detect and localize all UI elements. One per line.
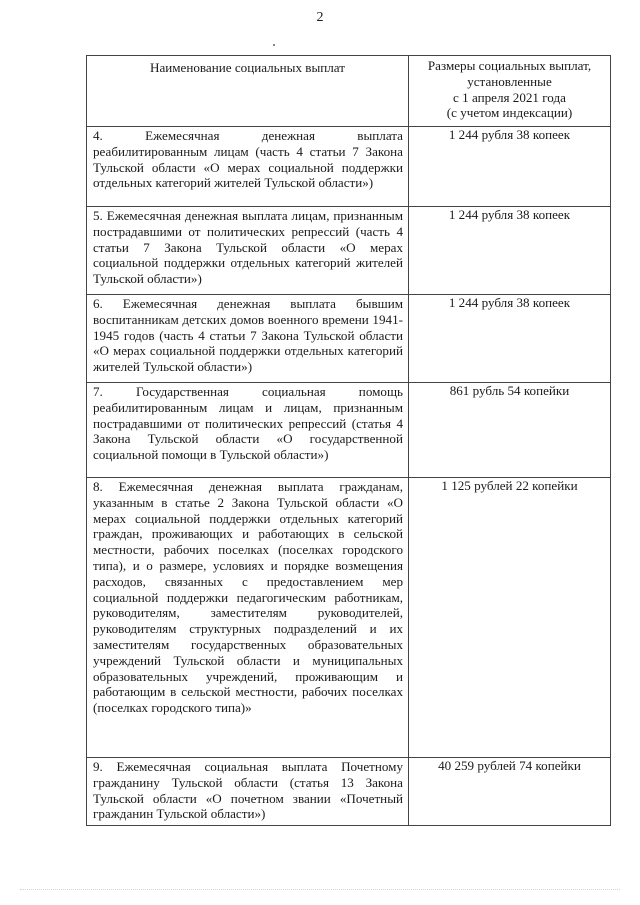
header-amount-line: установленные [467, 73, 552, 89]
scan-noise-line [20, 889, 620, 891]
table-header-row [87, 56, 611, 127]
social-payments-table [86, 55, 611, 826]
header-amount-line: с 1 апреля 2021 года [453, 89, 566, 105]
payment-amount: 1 244 рубля 38 копеек [409, 127, 611, 207]
payment-description: 8. Ежемесячная денежная выплата гражданам, указанным в статье 2 Закона Тульской области «О мерах социальной поддержки отдельных категорий граждан, проживающих и работающих в сельской местности, рабочих поселках (поселках городского типа), и о размере, условиях и порядке возмещения расходов, связанных с предоставлением мер социальной поддержки педагогическим работникам, руководителям, заместителям руководителей, руководителям структурных подразделений и их заместителям государственных образовательных учреждений Тульской области и муниципальных образовательных учреждений, проживающим и работающим в сельской местности, рабочих поселках (поселках городского типа)» [87, 478, 409, 758]
payment-description: 7. Государственная социальная помощь реабилитированным лицам и лицам, признанным пострадавшими от политических репрессий (статья 4 Закона Тульской области «О государственной социальной помощи в Тульской области») [87, 383, 409, 478]
page-number: 2 [316, 10, 324, 25]
payment-amount: 861 рубль 54 копейки [409, 383, 611, 478]
header-amount-line: Размеры социальных выплат, [427, 58, 592, 73]
payment-amount: 1 244 рубля 38 копеек [409, 207, 611, 295]
payment-description: 9. Ежемесячная социальная выплата Почетному гражданину Тульской области (статья 13 Закона Тульской области «О почетном звании «Почетный гражданин Тульской области») [87, 758, 409, 826]
payment-description: 5. Ежемесячная денежная выплата лицам, признанным пострадавшими от политических репрессий (часть 4 статьи 7 Закона Тульской области «О мерах социальной поддержки отдельных категорий жителей Тульской области») [87, 207, 409, 295]
table-row [87, 758, 611, 826]
payment-amount: 40 259 рублей 74 копейки [409, 758, 611, 826]
table-row [87, 295, 611, 383]
table-row [87, 207, 611, 295]
header-amount-line: (с учетом индексации) [446, 105, 573, 121]
payment-description: 4. Ежемесячная денежная выплата реабилитированным лицам (часть 4 статьи 7 Закона Тульской области «О мерах социальной поддержки отдельных категорий жителей Тульской области») [87, 127, 409, 207]
payment-amount: 1 244 рубля 38 копеек [409, 295, 611, 383]
scan-dot [273, 44, 275, 46]
header-payment-amount [409, 56, 611, 127]
payment-amount: 1 125 рублей 22 копейки [409, 478, 611, 758]
table-row [87, 383, 611, 478]
table-row [87, 127, 611, 207]
header-payment-name: Наименование социальных выплат [87, 56, 409, 127]
table-row [87, 478, 611, 758]
payment-description: 6. Ежемесячная денежная выплата бывшим воспитанникам детских домов военного времени 1941-1945 годов (часть 4 статьи 7 Закона Тульской области «О мерах социальной поддержки отдельных категорий жителей Тульской области») [87, 295, 409, 383]
